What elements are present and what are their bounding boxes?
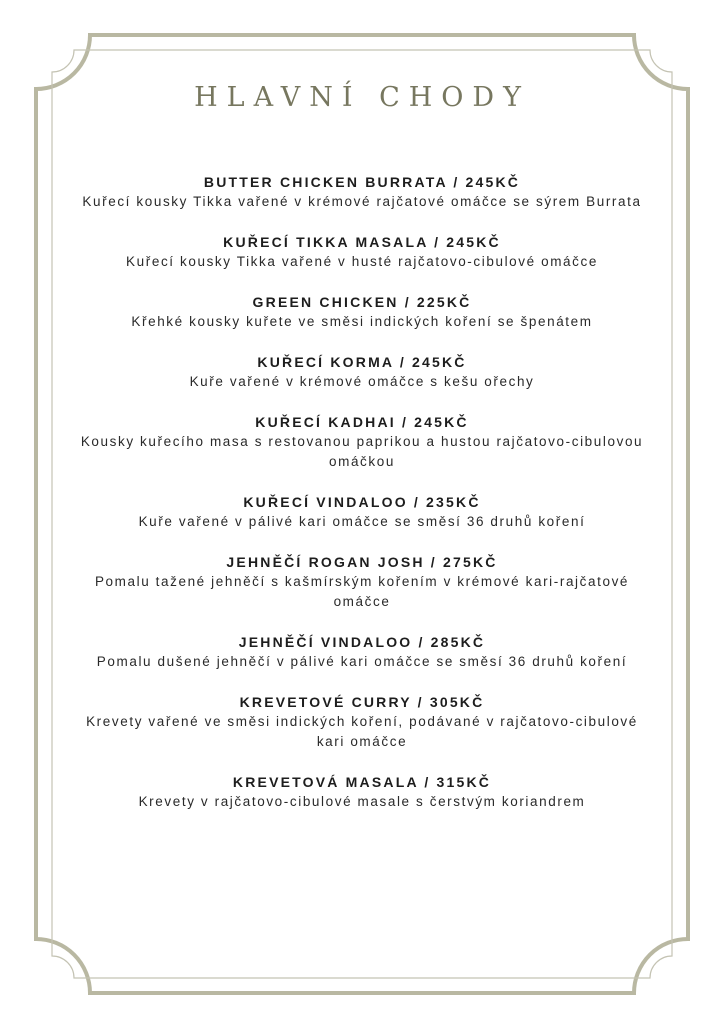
menu-item: [72, 632, 652, 672]
dish-description: Kuřecí kousky Tikka vařené v husté rajčatovo-cibulové omáčce: [126, 254, 598, 269]
dish-description: Kousky kuřecího masa s restovanou paprikou a hustou rajčatovo-cibulovou omáčkou: [80, 434, 644, 469]
dish-name: KUŘECÍ VINDALOO / 235KČ: [243, 494, 481, 510]
menu-item: [72, 552, 652, 612]
menu-item: [72, 352, 652, 392]
menu-item: [72, 232, 652, 272]
dish-name: KUŘECÍ TIKKA MASALA / 245KČ: [223, 234, 501, 250]
page-title: HLAVNÍ CHODY: [194, 82, 530, 113]
menu-item: [72, 772, 652, 812]
dish-description: Kuře vařené v pálivé kari omáčce se směsí 36 druhů koření: [138, 514, 586, 529]
dish-name: JEHNĚČÍ ROGAN JOSH / 275KČ: [226, 554, 498, 570]
menu-item: [72, 292, 652, 332]
dish-name: KREVETOVÁ MASALA / 315KČ: [232, 774, 492, 790]
dish-description: Kuře vařené v krémové omáčce s kešu ořechy: [189, 374, 535, 389]
menu-item: [72, 172, 652, 212]
dish-description: Pomalu tažené jehněčí s kašmírským kořením v krémové kari-rajčatové omáčce: [94, 574, 630, 609]
dish-description: Pomalu dušené jehněčí v pálivé kari omáčce se směsí 36 druhů koření: [96, 654, 628, 669]
menu-item: [72, 412, 652, 472]
dish-name: BUTTER CHICKEN BURRATA / 245KČ: [203, 174, 521, 190]
dish-name: JEHNĚČÍ VINDALOO / 285KČ: [238, 634, 486, 650]
dish-name: KUŘECÍ KADHAI / 245KČ: [255, 414, 469, 430]
dish-description: Křehké kousky kuřete ve směsi indických koření se špenátem: [131, 314, 593, 329]
menu-item: [72, 492, 652, 532]
dish-name: KREVETOVÉ CURRY / 305KČ: [239, 694, 485, 710]
menu-list: [72, 172, 652, 832]
dish-description: Kuřecí kousky Tikka vařené v krémové rajčatové omáčce se sýrem Burrata: [82, 194, 642, 209]
dish-description: Krevety vařené ve směsi indických koření, podávané v rajčatovo-cibulové kari omáčce: [86, 714, 638, 749]
dish-name: KUŘECÍ KORMA / 245KČ: [257, 354, 467, 370]
dish-description: Krevety v rajčatovo-cibulové masale s čerstvým koriandrem: [138, 794, 586, 809]
menu-item: [72, 692, 652, 752]
dish-name: GREEN CHICKEN / 225KČ: [252, 294, 472, 310]
